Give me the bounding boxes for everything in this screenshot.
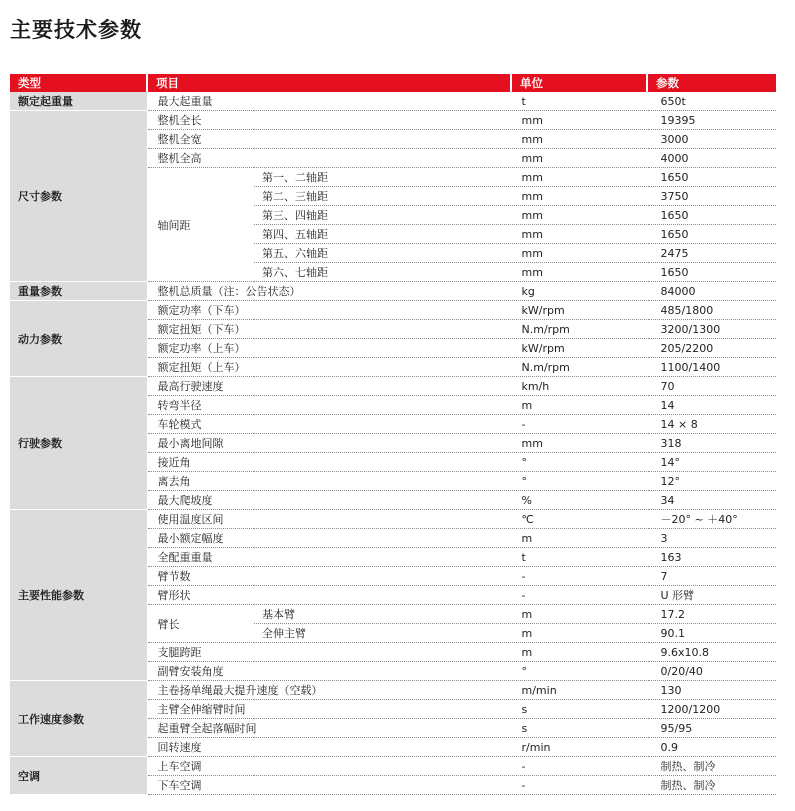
unit-cell: m/min	[511, 681, 647, 700]
item-cell: 使用温度区间	[147, 510, 511, 529]
item-cell: 上车空调	[147, 757, 511, 776]
subitem-cell: 第二、三轴距	[254, 187, 511, 206]
value-cell: 95/95	[647, 719, 776, 738]
table-row	[10, 282, 776, 301]
value-cell: 130	[647, 681, 776, 700]
unit-cell: km/h	[511, 377, 647, 396]
subitem-cell: 全伸主臂	[254, 624, 511, 643]
unit-cell: mm	[511, 263, 647, 282]
value-cell: 3	[647, 529, 776, 548]
type-cell: 工作速度参数	[10, 681, 147, 757]
item-cell: 整机全长	[147, 111, 511, 130]
item-cell: 主卷扬单绳最大提升速度（空载）	[147, 681, 511, 700]
header-value: 参数	[647, 74, 776, 92]
item-cell: 最小额定幅度	[147, 529, 511, 548]
table-row	[10, 111, 776, 130]
item-cell: 离去角	[147, 472, 511, 491]
value-cell: 1100/1400	[647, 358, 776, 377]
spec-table	[10, 74, 776, 795]
item-cell: 轴间距	[147, 168, 254, 282]
item-cell: 额定功率（上车）	[147, 339, 511, 358]
value-cell: 3200/1300	[647, 320, 776, 339]
subitem-cell: 第六、七轴距	[254, 263, 511, 282]
item-cell: 额定扭矩（上车）	[147, 358, 511, 377]
value-cell: 650t	[647, 92, 776, 111]
unit-cell: kW/rpm	[511, 301, 647, 320]
unit-cell: -	[511, 586, 647, 605]
unit-cell: m	[511, 624, 647, 643]
unit-cell: °	[511, 472, 647, 491]
item-cell: 支腿跨距	[147, 643, 511, 662]
unit-cell: mm	[511, 130, 647, 149]
unit-cell: -	[511, 415, 647, 434]
unit-cell: ℃	[511, 510, 647, 529]
unit-cell: r/min	[511, 738, 647, 757]
subitem-cell: 第三、四轴距	[254, 206, 511, 225]
table-row	[10, 92, 776, 111]
unit-cell: N.m/rpm	[511, 358, 647, 377]
subitem-cell: 基本臂	[254, 605, 511, 624]
unit-cell: m	[511, 529, 647, 548]
value-cell: 70	[647, 377, 776, 396]
value-cell: 17.2	[647, 605, 776, 624]
unit-cell: mm	[511, 168, 647, 187]
value-cell: 3750	[647, 187, 776, 206]
value-cell: －20° ~ ＋40°	[647, 510, 776, 529]
item-cell: 整机总质量（注：公告状态）	[147, 282, 511, 301]
item-cell: 臂节数	[147, 567, 511, 586]
value-cell: 9.6x10.8	[647, 643, 776, 662]
unit-cell: kW/rpm	[511, 339, 647, 358]
unit-cell: s	[511, 700, 647, 719]
item-cell: 接近角	[147, 453, 511, 472]
item-cell: 最高行驶速度	[147, 377, 511, 396]
item-cell: 主臂全伸缩臂时间	[147, 700, 511, 719]
table-row	[10, 301, 776, 320]
value-cell: 1650	[647, 225, 776, 244]
value-cell: 1200/1200	[647, 700, 776, 719]
unit-cell: kg	[511, 282, 647, 301]
table-row	[10, 757, 776, 776]
type-cell: 动力参数	[10, 301, 147, 377]
value-cell: 制热、制冷	[647, 757, 776, 776]
unit-cell: °	[511, 453, 647, 472]
item-cell: 下车空调	[147, 776, 511, 795]
unit-cell: mm	[511, 187, 647, 206]
type-cell: 主要性能参数	[10, 510, 147, 681]
item-cell: 整机全宽	[147, 130, 511, 149]
table-header-row	[10, 74, 776, 92]
unit-cell: mm	[511, 225, 647, 244]
unit-cell: °	[511, 662, 647, 681]
header-item: 项目	[147, 74, 511, 92]
value-cell: 12°	[647, 472, 776, 491]
item-cell: 车轮模式	[147, 415, 511, 434]
value-cell: 制热、制冷	[647, 776, 776, 795]
value-cell: 163	[647, 548, 776, 567]
value-cell: 7	[647, 567, 776, 586]
unit-cell: -	[511, 757, 647, 776]
page-title: 主要技术参数	[10, 18, 142, 42]
item-cell: 转弯半径	[147, 396, 511, 415]
type-cell: 空调	[10, 757, 147, 795]
value-cell: 0.9	[647, 738, 776, 757]
value-cell: 34	[647, 491, 776, 510]
item-cell: 起重臂全起落幅时间	[147, 719, 511, 738]
value-cell: 19395	[647, 111, 776, 130]
unit-cell: mm	[511, 149, 647, 168]
table-row	[10, 510, 776, 529]
unit-cell: mm	[511, 244, 647, 263]
value-cell: 2475	[647, 244, 776, 263]
item-cell: 臂长	[147, 605, 254, 643]
header-unit: 单位	[511, 74, 647, 92]
value-cell: 14°	[647, 453, 776, 472]
unit-cell: t	[511, 92, 647, 111]
value-cell: 4000	[647, 149, 776, 168]
value-cell: 1650	[647, 263, 776, 282]
unit-cell: s	[511, 719, 647, 738]
type-cell: 行驶参数	[10, 377, 147, 510]
item-cell: 回转速度	[147, 738, 511, 757]
unit-cell: mm	[511, 206, 647, 225]
value-cell: 318	[647, 434, 776, 453]
header-type: 类型	[10, 74, 147, 92]
item-cell: 整机全高	[147, 149, 511, 168]
item-cell: 全配重重量	[147, 548, 511, 567]
type-cell: 重量参数	[10, 282, 147, 301]
item-cell: 额定扭矩（下车）	[147, 320, 511, 339]
item-cell: 最大爬坡度	[147, 491, 511, 510]
item-cell: 最大起重量	[147, 92, 511, 111]
value-cell: 1650	[647, 206, 776, 225]
unit-cell: m	[511, 643, 647, 662]
unit-cell: %	[511, 491, 647, 510]
value-cell: 3000	[647, 130, 776, 149]
unit-cell: -	[511, 776, 647, 795]
value-cell: 1650	[647, 168, 776, 187]
unit-cell: mm	[511, 434, 647, 453]
value-cell: U 形臂	[647, 586, 776, 605]
type-cell: 尺寸参数	[10, 111, 147, 282]
value-cell: 14 × 8	[647, 415, 776, 434]
unit-cell: mm	[511, 111, 647, 130]
value-cell: 0/20/40	[647, 662, 776, 681]
unit-cell: -	[511, 567, 647, 586]
unit-cell: m	[511, 396, 647, 415]
table-row	[10, 681, 776, 700]
spec-table-body	[10, 92, 776, 795]
table-row	[10, 377, 776, 396]
value-cell: 90.1	[647, 624, 776, 643]
value-cell: 14	[647, 396, 776, 415]
unit-cell: N.m/rpm	[511, 320, 647, 339]
value-cell: 485/1800	[647, 301, 776, 320]
subitem-cell: 第五、六轴距	[254, 244, 511, 263]
item-cell: 副臂安装角度	[147, 662, 511, 681]
item-cell: 最小离地间隙	[147, 434, 511, 453]
value-cell: 205/2200	[647, 339, 776, 358]
type-cell: 额定起重量	[10, 92, 147, 111]
value-cell: 84000	[647, 282, 776, 301]
subitem-cell: 第四、五轴距	[254, 225, 511, 244]
item-cell: 臂形状	[147, 586, 511, 605]
unit-cell: t	[511, 548, 647, 567]
subitem-cell: 第一、二轴距	[254, 168, 511, 187]
unit-cell: m	[511, 605, 647, 624]
item-cell: 额定功率（下车）	[147, 301, 511, 320]
